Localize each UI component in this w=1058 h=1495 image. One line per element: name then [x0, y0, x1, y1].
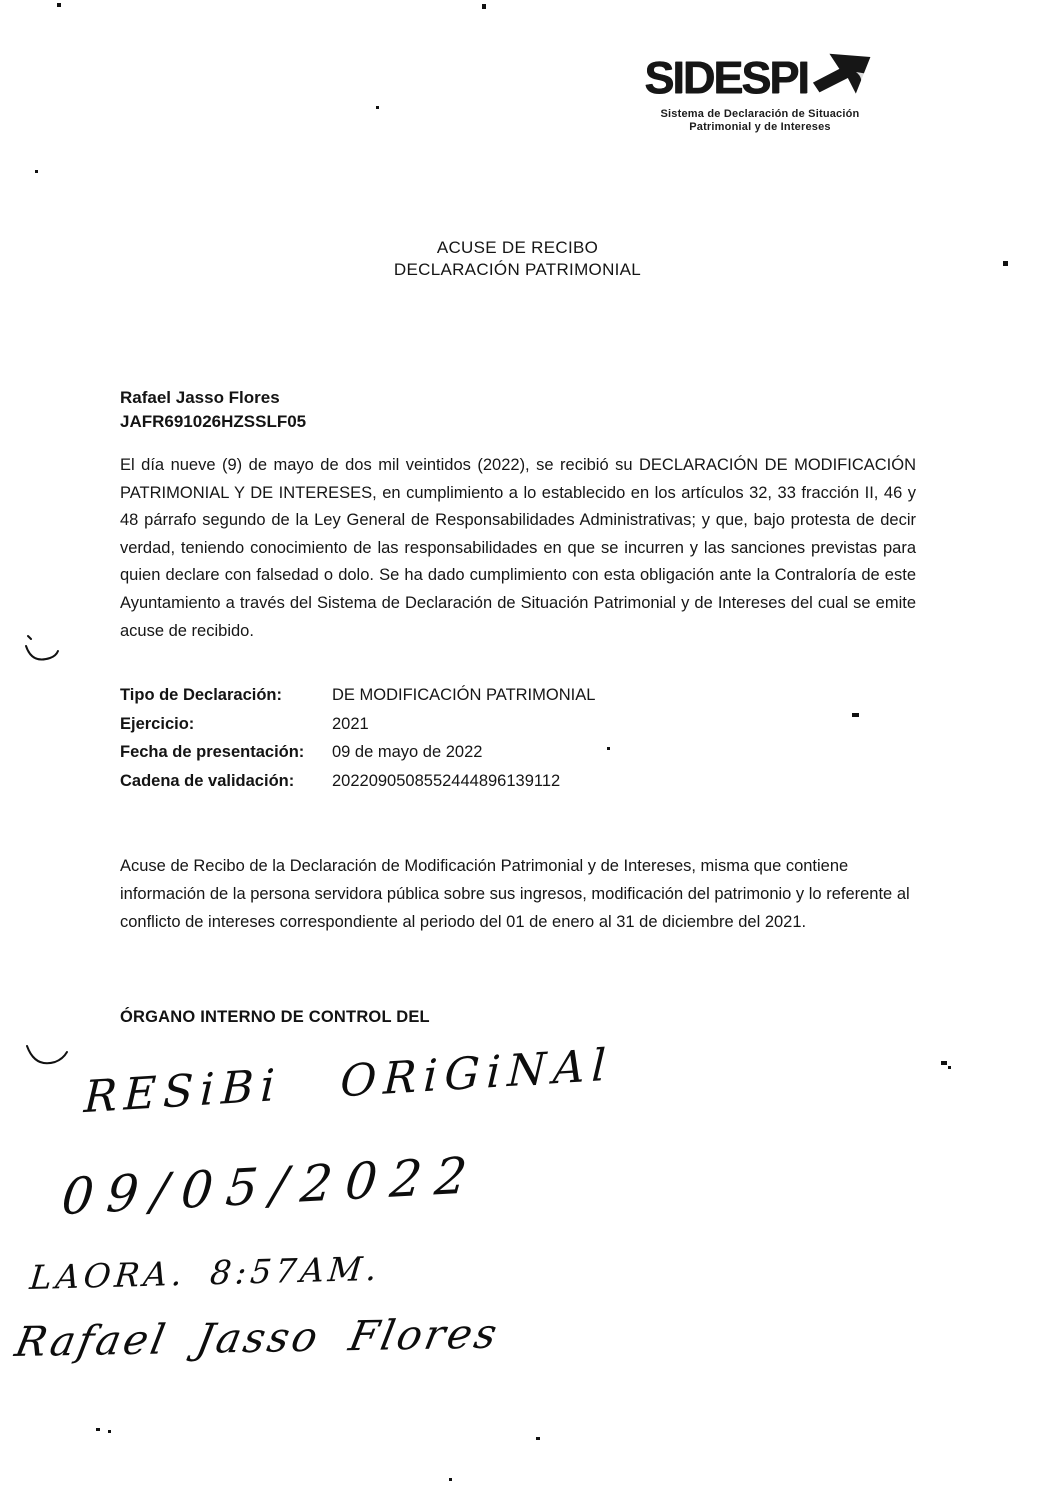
- brush-arrow-icon: [810, 42, 876, 105]
- detail-row-cadena: [120, 767, 595, 796]
- pen-curve-mark: [22, 1032, 82, 1085]
- document-title-line1: ACUSE DE RECIBO: [436, 238, 599, 257]
- detail-label: Cadena de validación:: [120, 771, 295, 790]
- scan-artifact-dot: [482, 4, 486, 9]
- scan-artifact-dot: [941, 1061, 947, 1065]
- document-title: [0, 237, 1035, 281]
- scan-artifact-dot: [35, 170, 38, 173]
- scan-artifact-dot: [607, 747, 610, 750]
- detail-value: DE MODIFICACIÓN PATRIMONIAL: [332, 686, 596, 704]
- logo-tagline-line1: Sistema de Declaración de Situación: [660, 108, 860, 120]
- sidespi-logo: [640, 50, 880, 134]
- detail-row-tipo: [120, 681, 595, 710]
- office-heading: ÓRGANO INTERNO DE CONTROL DEL: [120, 1008, 430, 1026]
- detail-value: 09 de mayo de 2022: [332, 743, 483, 761]
- handwritten-signature: Rafael Jasso Flores: [11, 1309, 504, 1367]
- detail-label: Fecha de presentación:: [120, 743, 305, 761]
- handwritten-received-original: RESiBi ORiGiNAl: [82, 1039, 614, 1124]
- declaration-details: [120, 681, 595, 795]
- detail-row-ejercicio: [120, 710, 595, 739]
- recipient-block: [120, 386, 306, 434]
- logo-tagline-line2: Patrimonial y de Intereses: [689, 121, 831, 133]
- logo-wordmark: SIDESPI: [644, 52, 808, 103]
- scan-artifact-dot: [948, 1066, 951, 1069]
- recipient-name: Rafael Jasso Flores: [120, 388, 280, 407]
- scan-artifact-dot: [1003, 261, 1008, 266]
- pen-curve-mark: [20, 622, 72, 677]
- document-title-line2: DECLARACIÓN PATRIMONIAL: [393, 260, 642, 279]
- body-paragraph: El día nueve (9) de mayo de dos mil veintidos (2022), se recibió su DECLARACIÓN DE MODIFICACIÓN PATRIMONIAL Y DE INTERESES, en cumplimiento a lo establecido en los artículos 32, 33 fracción II, 46 y 48 párrafo segundo de la Ley General de Responsabilidades Administrativas; y que, bajo protesta de decir verdad, teniendo conocimiento de las responsabilidades en que se incurren y las sanciones previstas para quien declare con falsedad o dolo. Se ha dado cumplimiento con esta obligación ante la Contraloría de este Ayuntamiento a través del Sistema de Declaración de Situación Patrimonial y de Intereses del cual se emite acuse de recibido.: [120, 456, 916, 640]
- detail-label: Ejercicio:: [120, 714, 195, 733]
- recipient-curp: JAFR691026HZSSLF05: [120, 412, 307, 431]
- scan-artifact-dot: [536, 1437, 540, 1440]
- summary-paragraph: Acuse de Recibo de la Declaración de Modificación Patrimonial y de Intereses, misma que contiene información de la persona servidora pública sobre sus ingresos, modificación del patrimonio y lo referente al conflicto de intereses correspondiente al periodo del 01 de enero al 31 de diciembre del 2021.: [120, 857, 910, 931]
- scan-artifact-dot: [108, 1430, 111, 1433]
- scan-artifact-dot: [852, 713, 859, 717]
- scan-artifact-dot: [376, 106, 379, 109]
- handwritten-date: 09/05/2022: [59, 1145, 483, 1227]
- handwritten-time: LAORA. 8:57AM.: [28, 1248, 383, 1298]
- detail-value: 2022090508552444896139112: [332, 771, 561, 790]
- scan-artifact-dot: [449, 1478, 452, 1481]
- detail-row-fecha: [120, 738, 595, 767]
- scan-artifact-dot: [96, 1428, 100, 1431]
- detail-label: Tipo de Declaración:: [120, 686, 282, 704]
- scan-artifact-dot: [57, 3, 61, 7]
- detail-value: 2021: [332, 714, 369, 733]
